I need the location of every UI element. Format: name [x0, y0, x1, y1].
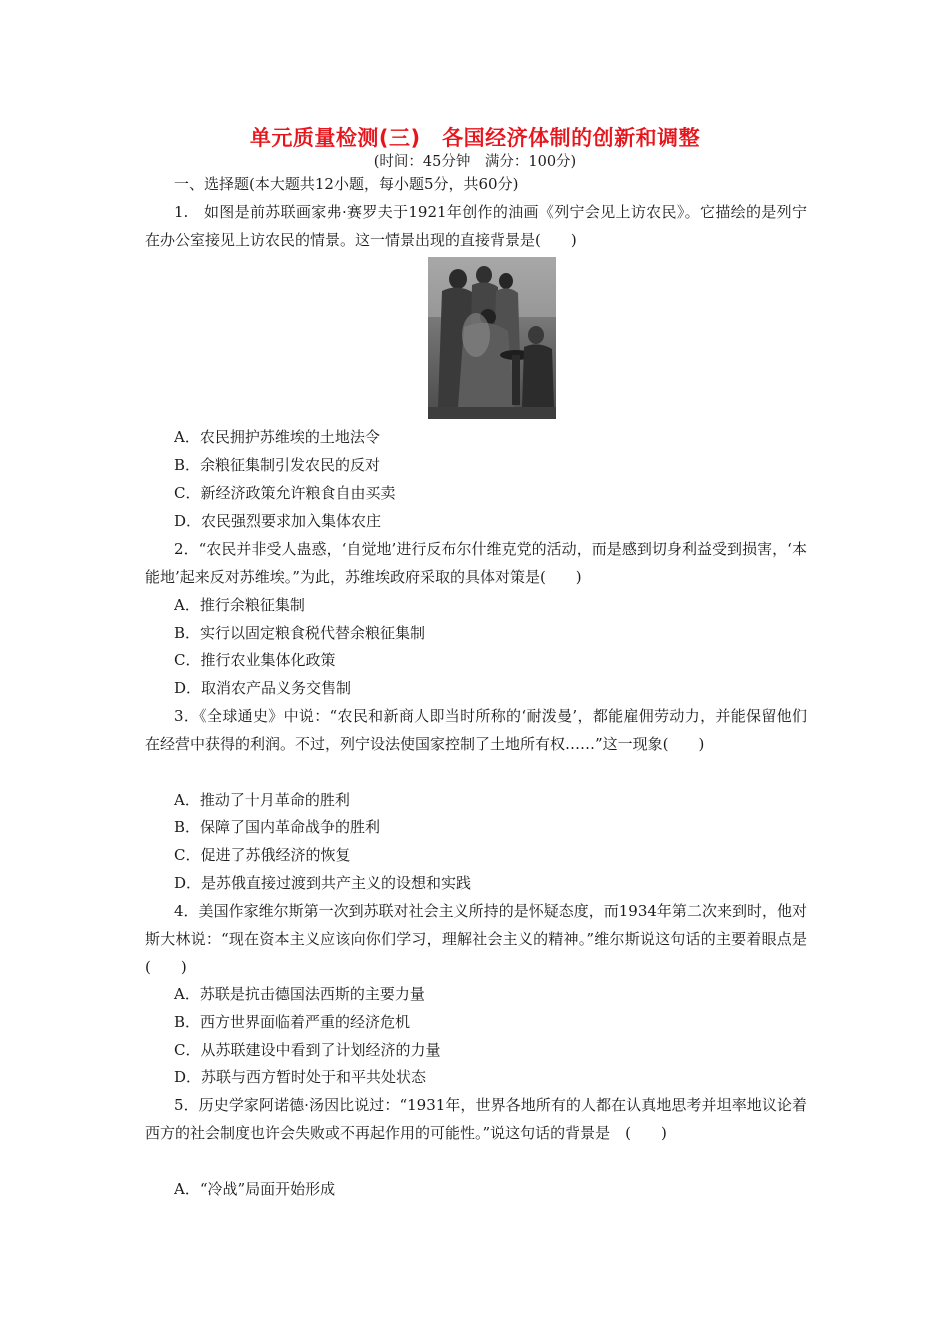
- question-1-stem: 1. 如图是前苏联画家弗·赛罗夫于1921年创作的油画《列宁会见上访农民》。它描绘的是列宁在办公室接见上访农民的情景。这一情景出现的直接背景是( ): [145, 203, 807, 249]
- question-3-option-a: A．推动了十月革命的胜利: [174, 791, 350, 809]
- question-4-option-d: D．苏联与西方暂时处于和平共处状态: [174, 1068, 427, 1086]
- section-heading: 一、选择题(本大题共12小题，每小题5分，共60分): [174, 175, 519, 193]
- question-1-option-c: C．新经济政策允许粮食自由买卖: [174, 484, 396, 502]
- question-3-option-b: B．保障了国内革命战争的胜利: [174, 818, 381, 836]
- question-3-stem: 3．《全球通史》中说：“农民和新商人即当时所称的‘耐泼曼’，都能雇佣劳动力，并能保留他们在经营中获得的利润。不过，列宁设法使国家控制了土地所有权……”这一现象( ): [145, 707, 807, 753]
- question-4-option-a: A．苏联是抗击德国法西斯的主要力量: [174, 985, 425, 1003]
- question-4-stem: 4．美国作家维尔斯第一次到苏联对社会主义所持的是怀疑态度，而1934年第二次来到时，他对斯大林说：“现在资本主义应该向你们学习，理解社会主义的精神。”维尔斯说这句话的主要着眼点是( ): [145, 902, 807, 976]
- question-4-option-b: B．西方世界面临着严重的经济危机: [174, 1013, 411, 1031]
- question-4-option-c: C．从苏联建设中看到了计划经济的力量: [174, 1041, 441, 1059]
- question-3-option-c: C．促进了苏俄经济的恢复: [174, 846, 351, 864]
- question-5-option-a: A．“冷战”局面开始形成: [174, 1180, 336, 1198]
- question-1-option-a: A．农民拥护苏维埃的土地法令: [174, 428, 380, 446]
- question-2-option-a: A．推行余粮征集制: [174, 596, 305, 614]
- question-3-option-d: D．是苏俄直接过渡到共产主义的设想和实践: [174, 874, 472, 892]
- document-title: 单元质量检测(三) 各国经济体制的创新和调整: [249, 126, 701, 150]
- question-1-option-d: D．农民强烈要求加入集体农庄: [174, 512, 382, 530]
- question-2-option-d: D．取消农产品义务交售制: [174, 679, 352, 697]
- question-5-stem: 5．历史学家阿诺德·汤因比说过：“1931年，世界各地所有的人都在认真地思考并坦率地议论着西方的社会制度也许会失败或不再起作用的可能性。”说这句话的背景是 ( ): [145, 1096, 807, 1142]
- question-2-option-b: B．实行以固定粮食税代替余粮征集制: [174, 624, 426, 642]
- question-2-option-c: C．推行农业集体化政策: [174, 651, 336, 669]
- question-2-stem: 2．“农民并非受人蛊惑，‘自觉地’进行反布尔什维克党的活动，而是感到切身利益受到损害，‘本能地’起来反对苏维埃。”为此，苏维埃政府采取的具体对策是( ): [145, 540, 807, 586]
- painting-image-lenin-meets-peasants: [428, 257, 556, 419]
- question-1-option-b: B．余粮征集制引发农民的反对: [174, 456, 381, 474]
- exam-time-and-score: (时间：45分钟 满分：100分): [373, 154, 577, 170]
